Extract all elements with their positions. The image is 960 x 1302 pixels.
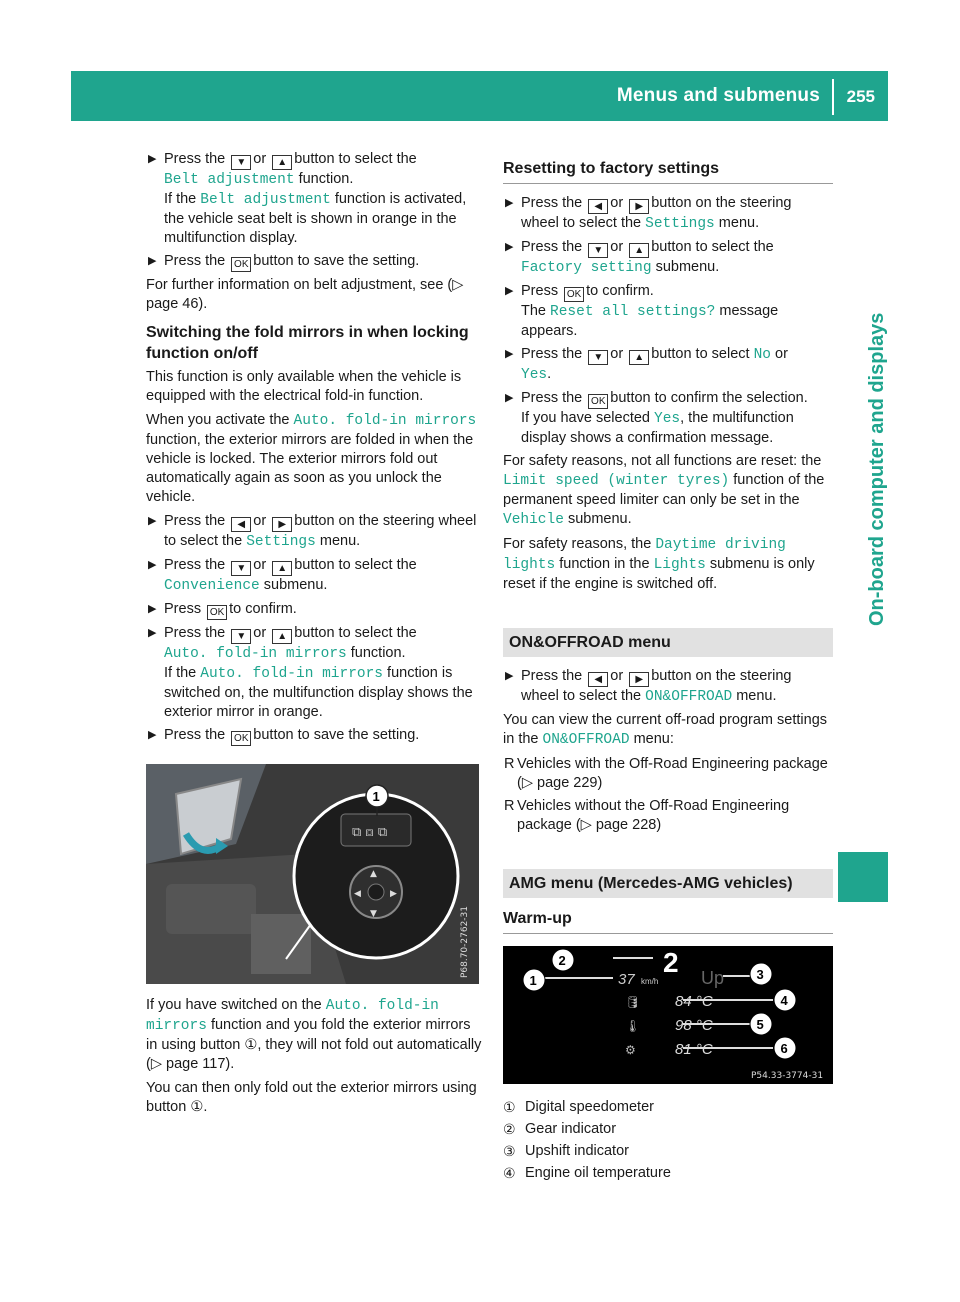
arrow-icon: ▶ [148, 515, 157, 527]
svg-text:▼: ▼ [370, 909, 377, 919]
callout-6 [774, 1037, 796, 1059]
ok-button-icon: OK [588, 394, 608, 409]
right-button-icon: ▶ [629, 199, 649, 214]
svg-text:6: 6 [780, 1041, 788, 1056]
callout-1 [523, 969, 545, 991]
svg-text:⧉ ⧈ ⧉: ⧉ ⧈ ⧉ [352, 825, 388, 840]
bullet-icon: R [504, 756, 515, 772]
bullet-icon: R [504, 798, 515, 814]
legend-item: ② Gear indicator [503, 1121, 617, 1137]
callout-4 [774, 989, 796, 1011]
svg-text:5: 5 [756, 1017, 764, 1032]
list-item: R Vehicles without the Off-Road Engineering package (▷ page 228) [504, 798, 790, 833]
down-button-icon: ▼ [231, 561, 251, 576]
arrow-icon: ▶ [505, 241, 514, 253]
step: ▶ Press the ◀ or ▶ button on the steering wheel to select the Settings menu. [148, 513, 477, 550]
svg-text:1: 1 [529, 973, 537, 988]
amg-display-illustration [503, 946, 833, 1084]
step: ▶ Press the OK button to confirm the selection. If you have selected Yes, the multifunction display shows a confirmation message. [505, 390, 808, 446]
step: ▶ Press the ◀ or ▶ button on the steering wheel to select the ON&OFFROAD menu. [505, 668, 792, 705]
step: ▶ Press the OK button to save the setting. [148, 727, 420, 744]
legend-item: ① Digital speedometer [503, 1099, 654, 1115]
side-tab-label: On-board computer and displays [866, 312, 888, 626]
callout-2 [552, 949, 574, 971]
heading: Warm-up [503, 908, 833, 934]
svg-text:3: 3 [756, 967, 764, 982]
arrow-icon: ▶ [148, 603, 157, 615]
paragraph: You can then only fold out the exterior mirrors using button ①. [146, 1080, 477, 1115]
left-button-icon: ◀ [588, 672, 608, 687]
down-button-icon: ▼ [231, 155, 251, 170]
side-tab [838, 121, 888, 851]
arrow-icon: ▶ [148, 729, 157, 741]
gear-value: 2 [663, 947, 679, 978]
right-button-icon: ▶ [629, 672, 649, 687]
list-item: R Vehicles with the Off-Road Engineering package (▷ page 229) [504, 756, 828, 791]
heading: Switching the fold mirrors in when locking function on/off [146, 324, 469, 362]
svg-text:4: 4 [780, 993, 788, 1008]
door-mirror-photo [146, 764, 479, 984]
arrow-icon: ▶ [505, 197, 514, 209]
down-button-icon: ▼ [588, 243, 608, 258]
arrow-icon: ▶ [148, 255, 157, 267]
temp-2: 98 °C [675, 1017, 713, 1034]
arrow-icon: ▶ [148, 559, 157, 571]
arrow-icon: ▶ [148, 627, 157, 639]
svg-text:▲: ▲ [370, 869, 377, 879]
step: ▶ Press the ▼ or ▲ button to select the Belt adjustment function. If the Belt adjustment function is activated, the vehicle seat belt is shown in orange in the multifunction display. [148, 151, 467, 246]
temp-1: 84 °C [675, 993, 713, 1010]
paragraph: You can view the current off-road program settings in the ON&OFFROAD menu: [503, 712, 828, 748]
callout-5 [750, 1013, 772, 1035]
legend-item: ④ Engine oil temperature [503, 1165, 671, 1181]
side-tab-marker [838, 852, 888, 902]
section-box-amg: AMG menu (Mercedes-AMG vehicles) [503, 869, 833, 898]
ok-button-icon: OK [231, 257, 251, 272]
up-button-icon: ▲ [272, 561, 292, 576]
callout-3 [750, 963, 772, 985]
left-button-icon: ◀ [588, 199, 608, 214]
image-code: P54.33-3774-31 [751, 1071, 824, 1081]
page-number: 255 [846, 87, 875, 106]
step: ▶ Press OK to confirm. The Reset all settings? message appears. [505, 283, 779, 339]
arrow-icon: ▶ [505, 392, 514, 404]
paragraph: For further information on belt adjustment, see (▷ page 46). [146, 277, 464, 312]
up-button-icon: ▲ [272, 155, 292, 170]
paragraph: For safety reasons, not all functions are reset: the Limit speed (winter tyres) function of the permanent speed limiter can only be set in the Vehicle submenu. [503, 453, 825, 528]
up-button-icon: ▲ [629, 243, 649, 258]
right-column [503, 150, 833, 1186]
down-button-icon: ▼ [231, 629, 251, 644]
header-bar [71, 71, 888, 121]
heading: Resetting to factory settings [503, 158, 833, 184]
paragraph: This function is only available when the vehicle is equipped with the electrical fold-in function. [146, 369, 462, 404]
header-divider [832, 79, 834, 115]
legend-item: ③ Upshift indicator [503, 1143, 629, 1159]
ok-button-icon: OK [231, 731, 251, 746]
arrow-icon: ▶ [505, 285, 514, 297]
ok-button-icon: OK [564, 287, 584, 302]
ok-button-icon: OK [207, 605, 227, 620]
section-title: Menus and submenus [616, 85, 820, 106]
section-box-onoffroad: ON&OFFROAD menu [503, 628, 833, 657]
svg-text:▶: ▶ [390, 889, 397, 899]
step: ▶ Press the ◀ or ▶ button on the steering wheel to select the Settings menu. [505, 195, 792, 232]
down-button-icon: ▼ [588, 350, 608, 365]
paragraph: If you have switched on the Auto. fold-in mirrors function and you fold the exterior mirrors in using button ①, they will not fold out automatically (▷ page 117). [146, 997, 482, 1072]
step: ▶ Press the ▼ or ▲ button to select the Factory setting submenu. [505, 239, 774, 276]
up-button-icon: ▲ [272, 629, 292, 644]
image-code: P68.70-2762-31 [460, 905, 470, 978]
right-button-icon: ▶ [272, 517, 292, 532]
step: ▶ Press the ▼ or ▲ button to select No or Yes. [505, 346, 788, 383]
amg-warmup-display [503, 946, 833, 1084]
step: ▶ Press OK to confirm. [148, 601, 297, 618]
arrow-icon: ▶ [505, 670, 514, 682]
left-button-icon: ◀ [231, 517, 251, 532]
svg-text:◀: ◀ [354, 889, 361, 899]
gearbox-temp-icon: ⚙ [625, 1043, 636, 1057]
svg-text:2: 2 [558, 953, 566, 968]
upshift-label: Up [701, 968, 725, 988]
temp-3: 81 °C [675, 1041, 713, 1058]
step: ▶ Press the ▼ or ▲ button to select the Convenience submenu. [148, 557, 417, 594]
step: ▶ Press the OK button to save the setting. [148, 253, 420, 270]
speed-value: 37 [618, 971, 635, 988]
paragraph: When you activate the Auto. fold-in mirrors function, the exterior mirrors are folded in when the vehicle is locked. The exterior mirrors fold out automatically again as soon as you unlock the vehicle. [146, 412, 477, 505]
arrow-icon: ▶ [148, 153, 157, 165]
oil-temp-icon: 🛢 [625, 995, 641, 1009]
left-column [146, 150, 482, 1122]
speed-unit: km/h [641, 977, 659, 986]
up-button-icon: ▲ [629, 350, 649, 365]
paragraph: For safety reasons, the Daytime driving lights function in the Lights submenu is only reset if the engine is switched off. [503, 536, 815, 592]
door-panel-illustration [146, 764, 479, 984]
svg-text:1: 1 [372, 789, 380, 804]
coolant-temp-icon: 🌡 [625, 1019, 641, 1033]
step: ▶ Press the ▼ or ▲ button to select the Auto. fold-in mirrors function. If the Auto. fold-in mirrors function is switched on, the multifunction display shows the exterior mirror in orange. [148, 625, 473, 720]
arrow-icon: ▶ [505, 348, 514, 360]
